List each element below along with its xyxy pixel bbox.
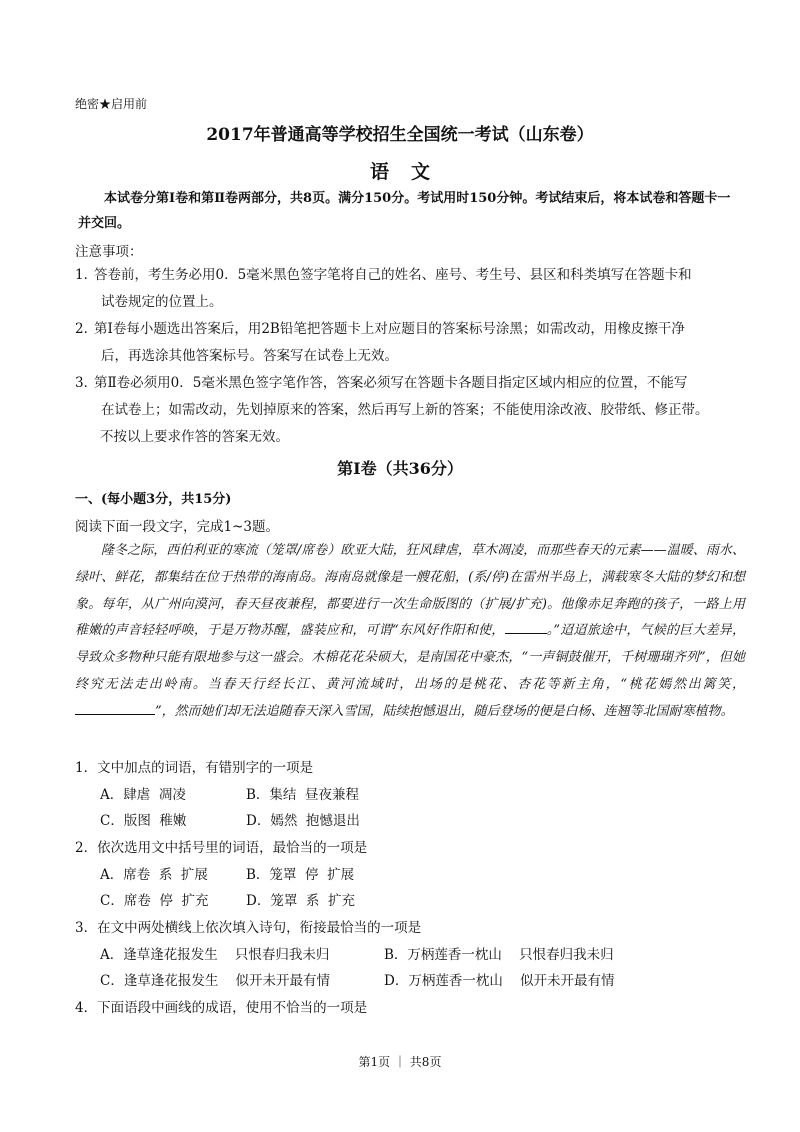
option-c: C．版图 稚嫩	[100, 813, 187, 829]
option-d: D．嫣然 抱憾退出	[246, 813, 360, 829]
question-1: 1．文中加点的词语，有错别字的一项是	[75, 760, 314, 776]
notice-item-text: 答卷前，考生务必用0．5毫米黑色签字笔将自己的姓名、座号、考生号、县区和科类填写在答题卡和	[94, 267, 692, 283]
answer-blank	[75, 700, 155, 715]
reading-instruction: 阅读下面一段文字，完成1~3题。	[75, 519, 279, 535]
option-a: A．逢草逢花报发生 只恨春归我未归	[100, 947, 330, 963]
option-b: B．笼罩 停 扩展	[246, 867, 355, 883]
reading-passage	[75, 538, 745, 726]
passage-text: 。”迢迢旅途中，气候的巨大差异，导致众多物种只能有限地参与这一盛会。木棉花花朵硕大，是南国花中豪杰，“一声铜鼓催开，千树珊瑚齐列”，但她终究无法走出岭南。当春天行经长江、黄河流域时，出场的是桃花、杏花等新主角，“桃花嫣然出篱笑，	[75, 623, 745, 692]
option-b: B．集结 昼夜兼程	[246, 787, 360, 803]
notice-item-text: 不按以上要求作答的答案无效。	[100, 429, 289, 445]
confidential-label: 绝密★启用前	[75, 97, 148, 111]
notice-item-1	[75, 262, 735, 316]
option-d: D．万柄莲香一枕山 似开未开最有情	[384, 973, 615, 989]
option-b: B．万柄莲香一枕山 只恨春归我未归	[384, 947, 614, 963]
exam-title: 2017年普通高等学校招生全国统一考试（山东卷）	[206, 125, 594, 145]
passage-text: 隆冬之际，西伯利亚的寒流（笼罩/席卷）欧亚大陆，狂风肆虐，草木凋凌，而那些春天的元素——温暖、雨水、绿叶、鲜花，都集结在位于热带的海南岛。海南岛就像是一艘花船，(系/停)在雷州半岛上，满载寒冬大陆的梦幻和想象。每年，从广州向漠河，春天昼夜兼程，都要进行一次生命版图的（扩展/扩充)。他像赤足奔跑的孩子，一路上用稚嫩的声音轻轻呼唤，于是万物苏醒，盛装应和，可谓“东风好作阳和使，	[75, 543, 745, 639]
exam-intro: 本试卷分第Ⅰ卷和第Ⅱ卷两部分，共8页。满分150分。考试用时150分钟。考试结束后，将本试卷和答题卡一并交回。	[78, 191, 731, 231]
part-heading: 一、(每小题3分，共15分)	[75, 492, 232, 507]
page-footer: 第1页 ｜ 共8页	[358, 1055, 442, 1069]
option-c: C．逢草逢花报发生 似开未开最有情	[100, 973, 330, 989]
notice-item-number: 3．	[75, 375, 98, 391]
notice-item-text: 第Ⅱ卷必须用0．5毫米黑色签字笔作答，答案必须写在答题卡各题目指定区域内相应的位置，不能写	[94, 375, 688, 391]
notice-item-text: 试卷规定的位置上。	[101, 294, 223, 310]
question-3: 3．在文中两处横线上依次填入诗句，衔接最恰当的一项是	[75, 920, 422, 936]
passage-text: ”，然而她们却无法追随春天深入雪国，陆续抱憾退出，随后登场的便是白杨、连翘等北国耐寒植物。	[155, 703, 734, 719]
answer-blank	[505, 619, 547, 634]
option-a: A．肆虐 凋凌	[100, 787, 186, 803]
option-a: A．席卷 系 扩展	[100, 867, 208, 883]
passage-paragraph	[75, 538, 745, 726]
question-2: 2．依次选用文中括号里的词语，最恰当的一项是	[75, 840, 368, 856]
notice-item-number: 2．	[75, 321, 98, 337]
notice-heading: 注意事项：	[75, 244, 143, 260]
notice-item-number: 1．	[75, 267, 98, 283]
section-title: 第Ⅰ卷（共36分）	[337, 459, 463, 478]
subject-title: 语文	[369, 161, 452, 183]
question-4: 4．下面语段中画线的成语，使用不恰当的一项是	[75, 1000, 368, 1016]
notice-item-text: 后，再选涂其他答案标号。答案写在试卷上无效。	[101, 348, 398, 364]
notice-item-text: 第Ⅰ卷每小题选出答案后，用2B铅笔把答题卡上对应题目的答案标号涂黑；如需改动，用橡皮擦干净	[94, 321, 685, 337]
option-d: D．笼罩 系 扩充	[246, 893, 355, 909]
notice-item-2	[75, 316, 735, 370]
notice-item-text: 在试卷上；如需改动，先划掉原来的答案，然后再写上新的答案；不能使用涂改液、胶带纸、修正带。	[101, 402, 709, 418]
option-c: C．席卷 停 扩充	[100, 893, 209, 909]
notice-item-3	[75, 370, 735, 451]
